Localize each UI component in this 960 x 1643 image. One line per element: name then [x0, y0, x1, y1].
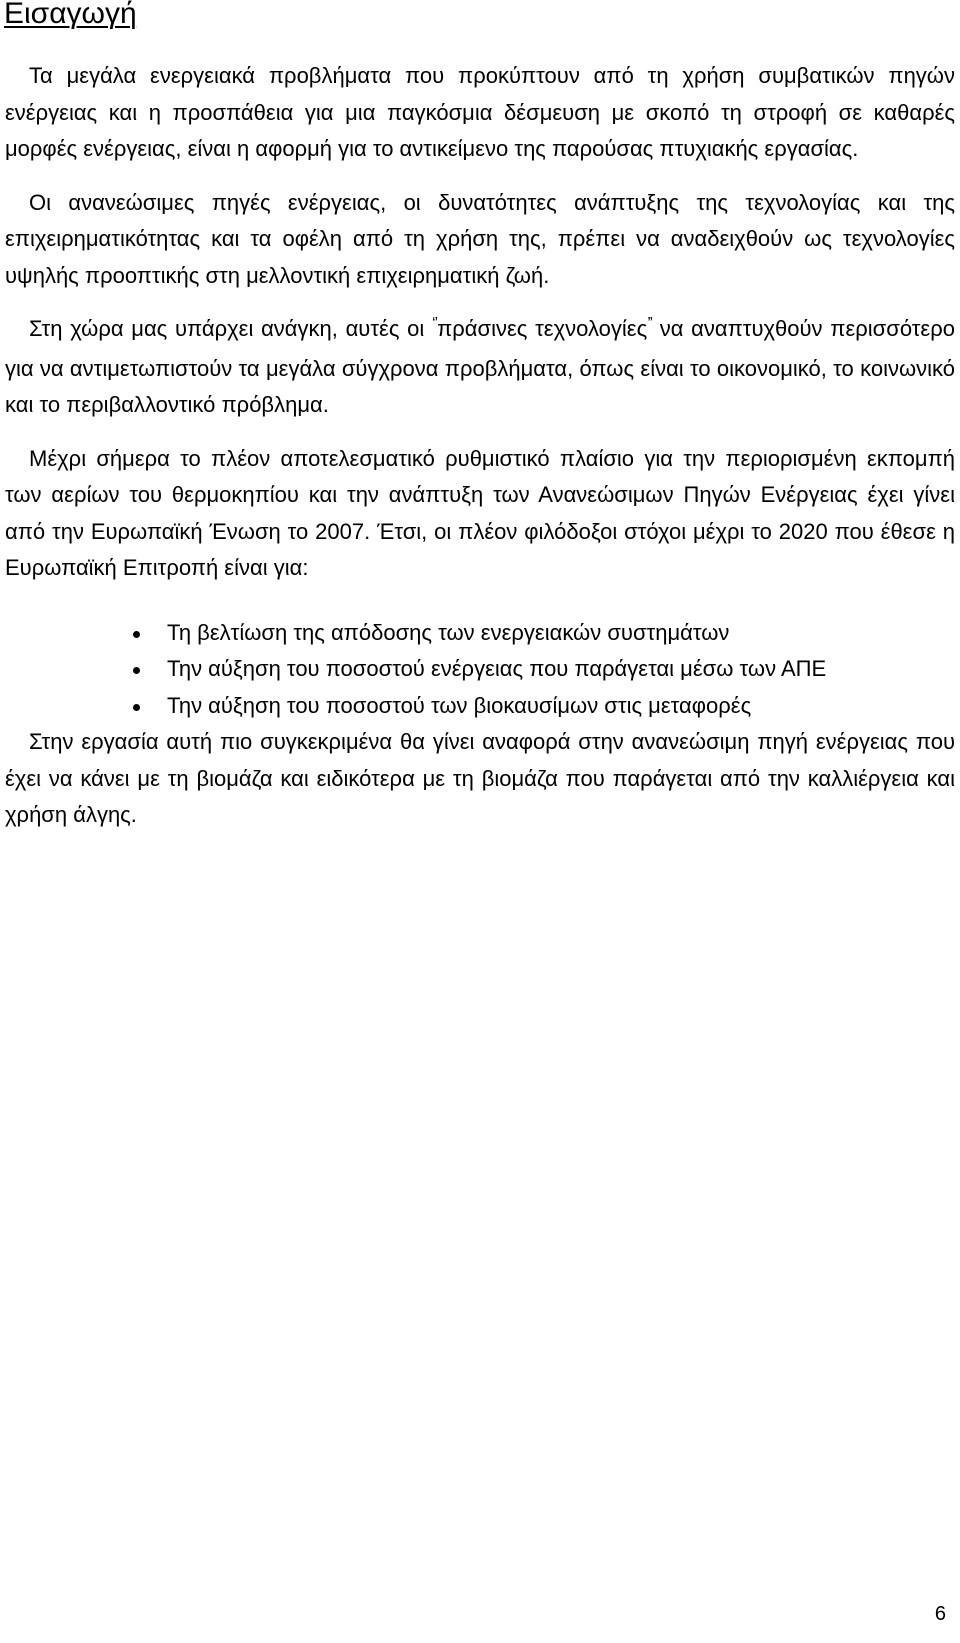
bullet-icon [133, 704, 140, 711]
paragraph-green-tech-start: Στη χώρα μας υπάρχει ανάγκη, αυτές οι [29, 316, 432, 341]
paragraph-renewables: Οι ανανεώσιμες πηγές ενέργειας, οι δυνατότητες ανάπτυξης της τεχνολογίας και της επιχειρηματικότητας και τα οφέλη από τη χρήση της, πρέπει να αναδειχθούν ως τεχνολογίες υψηλής προοπτικής στη μελλοντική επιχειρηματική ζωή. [5, 189, 955, 288]
paragraph-eu-framework: Μέχρι σήμερα το πλέον αποτελεσματικό ρυθμιστικό πλαίσιο για την περιορισμένη εκπομπή των αερίων του θερμοκηπίου και την ανάπτυξη των Ανανεώσιμων Πηγών Ενέργειας έχει γίνει από την Ευρωπαϊκή Ένωση το 2007. Έτσι, οι πλέον φιλόδοξοι στόχοι μέχρι το 2020 που έθεσε η Ευρωπαϊκή Επιτροπή είναι για: [5, 445, 955, 580]
list-item-text: Τη βελτίωση της απόδοσης των ενεργειακών συστημάτων [167, 619, 730, 645]
quoted-term: πράσινες τεχνολογίες [437, 316, 648, 341]
paragraph-intro: Τα μεγάλα ενεργειακά προβλήματα που προκύπτουν από τη χρήση συμβατικών πηγών ενέργειας και η προσπάθεια για μια παγκόσμια δέσμευση με σκοπό τη στροφή σε καθαρές μορφές ενέργειας, είναι η αφορμή για το αντικείμενο της παρούσας πτυχιακής εργασίας. [5, 63, 955, 161]
list-gap [5, 587, 955, 615]
paragraph-gap [5, 168, 955, 185]
list-item [5, 651, 955, 688]
document-body [5, 58, 955, 834]
section-heading: Εισαγωγή [4, 0, 137, 30]
list-item-text: Την αύξηση του ποσοστού ενέργειας που παράγεται μέσω των ΑΠΕ [167, 656, 827, 681]
open-quote: ‘’ [432, 315, 438, 332]
page-number: 6 [934, 1603, 946, 1625]
list-item-text: Την αύξηση του ποσοστού των βιοκαυσίμων στις μεταφορές [167, 692, 752, 718]
paragraph-green-tech-end: να αναπτυχθούν περισσότερο για να αντιμετωπιστούν τα μεγάλα σύγχρονα προβλήματα, όπως είναι το οικονομικό, το κοινωνικό και το περιβαλλοντικό πρόβλημα. [5, 316, 955, 417]
list-item [5, 688, 955, 725]
bullet-icon [133, 631, 140, 638]
paragraph-gap [5, 424, 955, 441]
bullet-icon [133, 667, 140, 674]
close-quote: ’’ [647, 315, 653, 332]
paragraph-biomass: Στην εργασία αυτή πιο συγκεκριμένα θα γίνει αναφορά στην ανανεώσιμη πηγή ενέργειας που έχει να κάνει με τη βιομάζα και ειδικότερα με τη βιομάζα που παράγεται από την καλλιέργεια και χρήση άλγης. [5, 729, 955, 827]
goals-list [5, 615, 955, 725]
paragraph-green-tech [5, 311, 955, 424]
paragraph-gap [5, 294, 955, 311]
list-item [5, 615, 955, 652]
